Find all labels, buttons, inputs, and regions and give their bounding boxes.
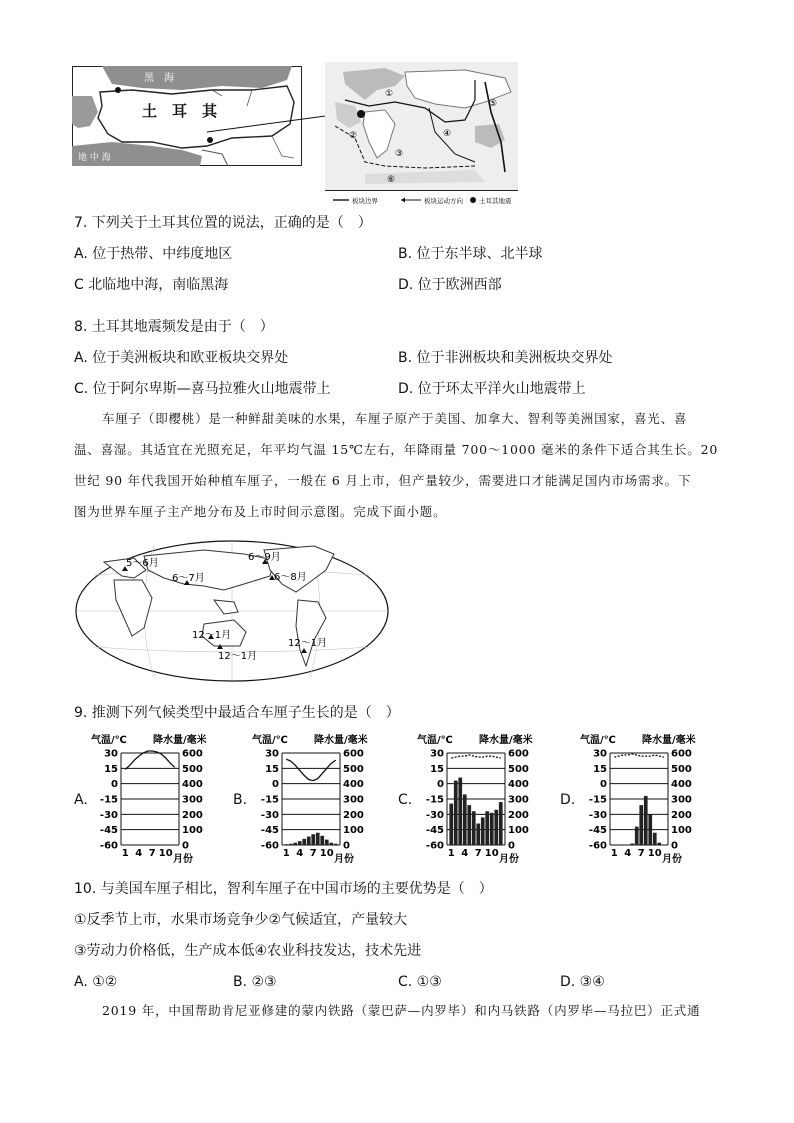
turkey-quake-marker [357,110,365,118]
precip-axis-label: 降水量/毫米 [314,735,368,746]
q8-option-d[interactable]: D. 位于环太平洋火山地震带上 [398,381,586,397]
q10-option-d[interactable]: D. ③④ [560,974,605,990]
precip-bar [307,837,311,845]
temp-tick: -60 [425,840,444,852]
month-tick: 1 [121,848,129,859]
q10-option-c[interactable]: C. ①③ [398,974,442,990]
precip-bar [653,833,657,845]
temp-tick: -15 [260,794,279,806]
month-tick: 4 [135,848,143,859]
precip-axis-label: 降水量/毫米 [479,735,533,746]
turkey-label: 土 耳 其 [142,102,218,120]
q7-stem: 7. 下列关于土耳其位置的说法，正确的是（ ） [74,215,372,231]
month-tick: 7 [637,848,645,859]
temp-tick: 15 [430,763,444,775]
precip-tick: 600 [671,748,692,760]
cherry-world-map [74,540,390,682]
precip-bar [644,796,648,845]
month-tick: 1 [447,848,455,859]
precip-bar [639,805,643,845]
precip-tick: 600 [343,748,364,760]
climate-chart-c [415,731,545,863]
precip-tick: 500 [182,763,203,775]
q10-option-a[interactable]: A. ①② [74,974,118,990]
precip-tick: 200 [508,809,529,821]
precip-bar [648,814,652,845]
precip-tick: 400 [343,779,364,791]
precip-bar [481,817,485,845]
temperature-curve [614,754,664,757]
temp-tick: -15 [425,794,444,806]
q7-option-a[interactable]: A. 位于热带、中纬度地区 [74,246,233,262]
month-tick: 1 [610,848,618,859]
q10-stem: 10. 与美国车厘子相比，智利车厘子在中国市场的主要优势是（ ） [74,881,493,897]
q8-stem: 8. 土耳其地震频发是由于（ ） [74,319,274,335]
q9-stem: 9. 推测下列气候类型中最适合车厘子生长的是（ ） [74,705,400,721]
q10-option-b[interactable]: B. ②③ [233,974,277,990]
temp-tick: 30 [593,748,607,760]
month-tick: 10 [319,848,334,859]
passage2-line: 2019 年，中国帮助肯尼亚修建的蒙内铁路（蒙巴萨—内罗毕）和内马铁路（内罗毕—马拉巴）正式通 [102,1003,701,1018]
cherry-label-australia-1: 12～1月 [192,630,232,641]
precip-bar [454,781,458,845]
cherry-label-australia-2: 12～1月 [218,651,258,662]
temp-axis-label: 气温/℃ [580,735,616,746]
passage-line-3: 世纪 90 年代我国开始种植车厘子，一般在 6 月上市，但产量较少，需要进口才能满足国内市场需求。下 [74,473,692,488]
temp-tick: -30 [99,809,118,821]
q9-letter-a[interactable]: A. [74,792,88,808]
month-axis-label: 月份 [173,854,193,863]
precip-tick: 300 [182,794,203,806]
plate-label-1: ① [385,89,394,99]
precip-bar [458,778,462,845]
precip-tick: 0 [508,840,515,852]
month-tick: 7 [148,848,156,859]
q8-option-a[interactable]: A. 位于美洲板块和欧亚板块交界处 [74,350,289,366]
precip-tick: 600 [508,748,529,760]
temp-tick: 0 [272,779,279,791]
plate-label-5: ⑤ [489,99,498,109]
month-tick: 7 [309,848,317,859]
precip-bar [298,841,302,845]
q7-option-d[interactable]: D. 位于欧洲西部 [398,277,502,293]
temp-tick: -60 [99,840,118,852]
precip-tick: 200 [343,809,364,821]
month-tick: 1 [282,848,290,859]
precip-bar [316,833,320,845]
precip-tick: 200 [671,809,692,821]
precip-bar [657,843,661,845]
temp-axis-label: 气温/℃ [252,735,288,746]
temperature-curve [286,759,336,781]
passage-line-4: 图为世界车厘子主产地分布及上市时间示意图。完成下面小题。 [74,504,447,519]
temp-tick: 30 [265,748,279,760]
q8-option-c[interactable]: C. 位于阿尔卑斯—喜马拉雅火山地震带上 [74,381,331,397]
month-axis-label: 月份 [662,854,682,863]
precip-tick: 500 [343,763,364,775]
precip-bar [494,810,498,845]
climate-chart-a [89,731,219,863]
precip-tick: 500 [508,763,529,775]
plate-label-4: ④ [443,129,452,139]
month-axis-label: 月份 [334,854,354,863]
precip-bar [472,811,476,845]
temp-tick: 30 [104,748,118,760]
temp-tick: -60 [260,840,279,852]
precip-tick: 100 [508,825,529,837]
legend-direction: 板块运动方向 [424,197,463,205]
temp-tick: 15 [265,763,279,775]
month-tick: 7 [474,848,482,859]
cherry-label-asia-west: 6～7月 [172,573,205,584]
passage-line-2: 温、喜湿。其适宜在光照充足，年平均气温 15℃左右，年降雨量 700～1000 毫米的条件下适合其生长。20 [74,442,719,457]
plate-label-3: ③ [395,149,404,159]
precip-bar [499,802,503,845]
temp-tick: 0 [600,779,607,791]
temp-tick: -30 [260,809,279,821]
precip-bar [334,844,338,845]
black-sea-label: 黑 海 [144,73,174,84]
temp-tick: -15 [99,794,118,806]
cherry-label-na-east: 6～8月 [274,572,307,583]
precip-bar [635,827,639,845]
precip-bar [329,843,333,845]
precip-axis-label: 降水量/毫米 [153,735,207,746]
precip-bar [463,794,467,845]
cherry-label-europe: 5～6月 [126,558,159,569]
precip-bar [284,844,288,845]
precip-tick: 0 [182,840,189,852]
precip-tick: 400 [508,779,529,791]
temp-tick: -45 [425,825,444,837]
month-tick: 10 [647,848,662,859]
temp-tick: 15 [104,763,118,775]
precip-bar [325,840,329,845]
precip-tick: 100 [671,825,692,837]
temperature-curve [451,755,501,758]
q7-option-b[interactable]: B. 位于东半球、北半球 [398,246,543,262]
q9-letter-c[interactable]: C. [398,792,413,808]
temp-tick: -30 [425,809,444,821]
month-axis-label: 月份 [499,854,519,863]
temp-tick: -15 [588,794,607,806]
precip-bar [311,834,315,845]
precip-bar [320,836,324,845]
mediterranean-label: 地 中 海 [78,153,111,163]
precip-tick: 400 [671,779,692,791]
precip-bar [485,811,489,845]
month-tick: 10 [484,848,499,859]
precip-tick: 600 [182,748,203,760]
legend-boundary: 板块边界 [352,197,378,205]
plate-label-6: ⑥ [387,175,396,185]
precip-bar [490,813,494,845]
precip-bar [289,844,293,845]
precip-tick: 500 [671,763,692,775]
precip-bar [630,843,634,845]
temp-tick: -45 [99,825,118,837]
month-tick: 10 [158,848,173,859]
precip-tick: 200 [182,809,203,821]
plate-label-2: ② [349,131,358,141]
precip-tick: 300 [343,794,364,806]
temp-tick: 30 [430,748,444,760]
cherry-label-south-america: 12～1月 [288,638,328,649]
plate-map [325,62,518,207]
passage-line-1: 车厘子（即樱桃）是一种鲜甜美味的水果，车厘子原产于美国、加拿大、智利等美洲国家，喜光、喜 [102,411,688,426]
temperature-curve [125,751,175,769]
precip-tick: 100 [343,825,364,837]
precip-axis-label: 降水量/毫米 [642,735,696,746]
precip-bar [302,839,306,845]
q9-letter-d[interactable]: D. [560,792,576,808]
precip-tick: 300 [508,794,529,806]
climate-chart-d [578,731,708,863]
temp-tick: -30 [588,809,607,821]
month-tick: 4 [624,848,632,859]
precip-tick: 400 [182,779,203,791]
temp-tick: 0 [437,779,444,791]
precip-bar [293,843,297,845]
q9-letter-b[interactable]: B. [233,792,248,808]
precip-tick: 0 [671,840,678,852]
month-tick: 4 [461,848,469,859]
climate-chart-b [250,731,380,863]
q8-option-b[interactable]: B. 位于非洲板块和美洲板块交界处 [398,350,613,366]
precip-tick: 0 [343,840,350,852]
q7-option-c[interactable]: C 北临地中海，南临黑海 [74,277,229,293]
precip-bar [449,804,453,845]
q10-statements-1: ①反季节上市，水果市场竞争少②气候适宜，产量较大 [74,912,408,928]
temp-tick: -45 [588,825,607,837]
cherry-label-na-west: 6～9月 [248,552,281,563]
precip-tick: 100 [182,825,203,837]
month-tick: 4 [296,848,304,859]
temp-tick: -45 [260,825,279,837]
legend-quake: 土耳其地震 [479,197,512,205]
temp-axis-label: 气温/℃ [91,735,127,746]
temp-tick: 15 [593,763,607,775]
precip-tick: 300 [671,794,692,806]
q10-statements-2: ③劳动力价格低，生产成本低④农业科技发达，技术先进 [74,943,422,959]
temp-tick: -60 [588,840,607,852]
precip-bar [476,824,480,845]
temp-tick: 0 [111,779,118,791]
temp-axis-label: 气温/℃ [417,735,453,746]
precip-bar [467,805,471,845]
